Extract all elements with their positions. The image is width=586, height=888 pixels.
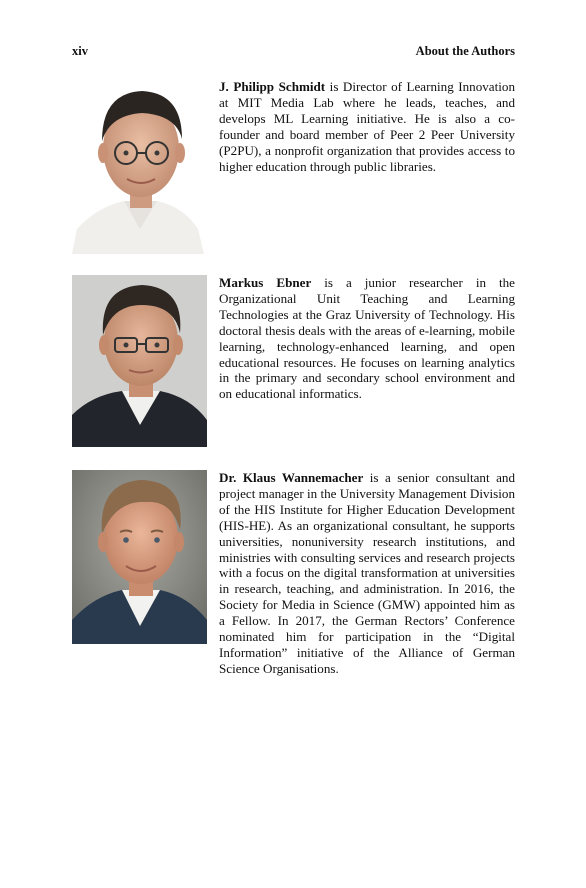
author-bio bbox=[219, 470, 515, 677]
page-number: xiv bbox=[72, 44, 88, 58]
author-entry bbox=[72, 470, 515, 676]
author-bio-text: is a senior consultant and project manager in the University Management Division of the HIS Institute for Higher Education Development (HIS-HE). As an organizational consultant, he supports universities, nonuniversity research institutions, and ministries with consulting services and research projects with a focus on the digital transformation at universities in research, teaching, and administration. In 2016, the Society for Media in Science (GMW) appointed him as a Fellow. In 2017, the German Rectors’ Conference nominated him for participation in the “Digital Information” initiative of the Alliance of German Science Organisations. bbox=[219, 470, 515, 676]
author-bio bbox=[219, 275, 515, 402]
author-bio bbox=[219, 79, 515, 174]
running-header bbox=[72, 44, 515, 60]
author-photo bbox=[72, 79, 207, 254]
author-name: Dr. Klaus Wannemacher bbox=[219, 470, 364, 485]
author-name: J. Philipp Schmidt bbox=[219, 79, 326, 94]
running-title: About the Authors bbox=[415, 44, 515, 58]
author-entry bbox=[72, 275, 515, 447]
author-bio-text: is a junior researcher in the Organizational Unit Teaching and Learning Technologies at the Graz University of Technology. His doctoral thesis deals with the areas of e-learning, mobile learning, technology-enhanced learning, and open educational resources. He focuses on learning analytics in the primary and secondary school environment and on educational informatics. bbox=[219, 275, 515, 402]
author-name: Markus Ebner bbox=[219, 275, 312, 290]
author-photo bbox=[72, 470, 207, 644]
author-photo bbox=[72, 275, 207, 447]
author-entry bbox=[72, 79, 515, 254]
author-bio-text: is Director of Learning Innovation at MIT Media Lab where he leads, teaches, and develops ML Learning initiative. He is also a co-founder and board member of Peer 2 Peer University (P2PU), a nonprofit organization that provides access to higher education through public libraries. bbox=[219, 79, 515, 174]
